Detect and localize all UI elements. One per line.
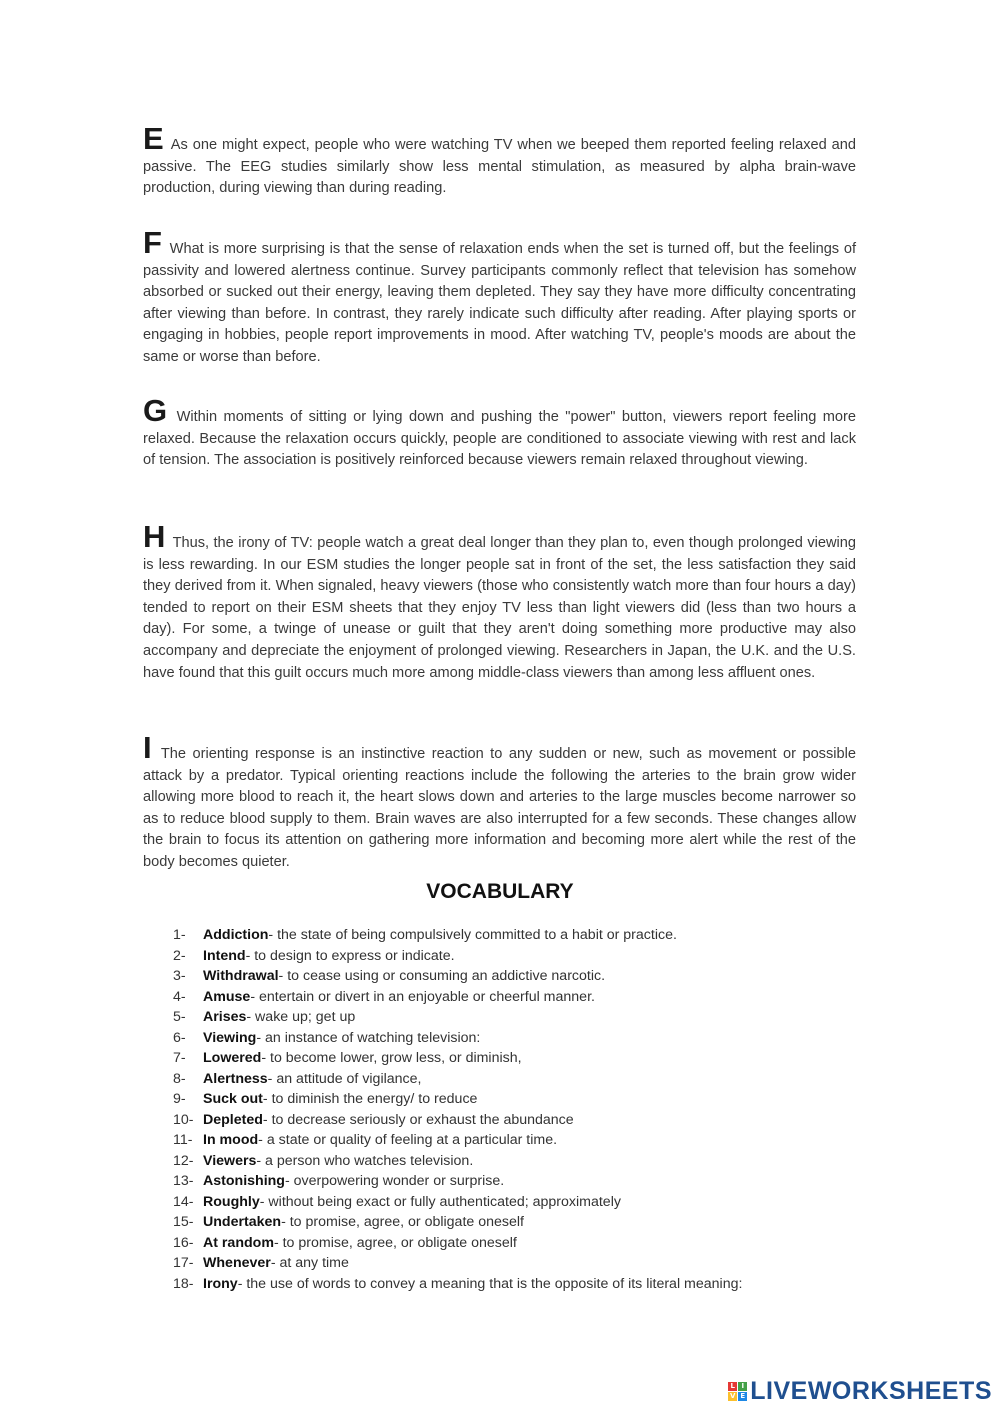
vocabulary-list (173, 925, 933, 1294)
vocabulary-term: Amuse (203, 988, 251, 1005)
paragraph-h (143, 519, 856, 684)
paragraph-text: The orienting response is an instinctive reaction to any sudden or new, such as movement or possible attack by a predator. Typical orienting reactions include the following the arteries to the brain grow wider allowing more blood to reach it, the heart slows down and arteries to the large muscles become narrower so as to reduce blood supply to them. Brain waves are also interrupted for a few seconds. These changes allow the brain to focus its attention on gathering more information and becoming more alert while the rest of the body becomes quieter. (143, 746, 856, 870)
vocabulary-definition: - without being exact or fully authenticated; approximately (259, 1193, 621, 1210)
logo-mark-letter: L (728, 1382, 737, 1391)
vocabulary-number: 9- (173, 1091, 186, 1107)
vocabulary-definition: - to decrease seriously or exhaust the abundance (262, 1111, 574, 1128)
vocabulary-definition: - entertain or divert in an enjoyable or cheerful manner. (250, 988, 595, 1005)
vocabulary-term: Roughly (203, 1193, 260, 1210)
vocabulary-definition: - a state or quality of feeling at a particular time. (258, 1132, 558, 1148)
vocabulary-item (173, 1151, 933, 1172)
vocabulary-term: Irony (203, 1275, 238, 1292)
vocabulary-item (173, 1130, 933, 1151)
paragraph-letter: H (143, 519, 166, 554)
vocabulary-term: Viewers (203, 1152, 257, 1169)
vocabulary-item (173, 1110, 933, 1131)
vocabulary-term: Depleted (203, 1111, 263, 1128)
vocabulary-number: 17- (173, 1255, 194, 1271)
vocabulary-number: 13- (173, 1173, 194, 1189)
vocabulary-number: 12- (173, 1152, 194, 1169)
vocabulary-definition: - to become lower, grow less, or diminish, (261, 1050, 522, 1066)
vocabulary-item (173, 987, 933, 1008)
vocabulary-definition: - to design to express or indicate. (245, 947, 455, 964)
vocabulary-definition: - to cease using or consuming an addictive narcotic. (278, 968, 606, 984)
vocabulary-number: 10- (173, 1111, 194, 1128)
paragraph-g (143, 393, 856, 472)
paragraph-e (143, 121, 856, 200)
vocabulary-term: Lowered (203, 1050, 262, 1066)
vocabulary-term: Arises (203, 1009, 247, 1025)
vocabulary-definition: - the state of being compulsively committed to a habit or practice. (268, 927, 677, 943)
vocabulary-definition: - an attitude of vigilance, (267, 1070, 422, 1087)
vocabulary-term: Alertness (203, 1070, 268, 1087)
vocabulary-item (173, 925, 933, 946)
vocabulary-definition: - the use of words to convey a meaning that is the opposite of its literal meaning: (237, 1275, 743, 1292)
vocabulary-definition: - a person who watches television. (256, 1152, 474, 1169)
vocabulary-number: 2- (173, 947, 186, 964)
vocabulary-definition: - at any time (270, 1255, 349, 1271)
vocabulary-term: Astonishing (203, 1173, 285, 1189)
vocabulary-definition: - to diminish the energy/ to reduce (262, 1091, 478, 1107)
vocabulary-item (173, 1274, 933, 1295)
vocabulary-definition: - to promise, agree, or obligate oneself (273, 1234, 517, 1251)
vocabulary-item (173, 1192, 933, 1213)
vocabulary-item (173, 1253, 933, 1274)
vocabulary-item (173, 1007, 933, 1028)
vocabulary-definition: - overpowering wonder or surprise. (284, 1173, 505, 1189)
vocabulary-number: 14- (173, 1193, 194, 1210)
logo-text: LIVEWORKSHEETS (750, 1376, 992, 1405)
vocabulary-number: 3- (173, 968, 186, 984)
vocabulary-term: At random (203, 1234, 274, 1251)
vocabulary-number: 6- (173, 1029, 186, 1046)
paragraph-text: As one might expect, people who were watching TV when we beeped them reported feeling relaxed and passive. The EEG studies similarly show less mental stimulation, as measured by alpha brain-wave production, during viewing than during reading. (143, 137, 856, 197)
vocabulary-number: 1- (173, 927, 186, 943)
logo-mark-letter: I (738, 1382, 747, 1391)
paragraph-i (143, 730, 856, 874)
vocabulary-item (173, 1171, 933, 1192)
vocabulary-term: Withdrawal (203, 968, 279, 984)
vocabulary-item (173, 1069, 933, 1090)
vocabulary-number: 7- (173, 1050, 186, 1066)
vocabulary-term: In mood (203, 1132, 259, 1148)
liveworksheets-logo (728, 1377, 992, 1405)
vocabulary-item (173, 1048, 933, 1069)
vocabulary-number: 16- (173, 1234, 194, 1251)
paragraph-letter: I (143, 730, 152, 765)
vocabulary-number: 11- (173, 1132, 193, 1148)
vocabulary-item (173, 1089, 933, 1110)
logo-mark-letter: V (730, 1391, 736, 1400)
vocabulary-term: Viewing (203, 1029, 257, 1046)
paragraph-letter: E (143, 121, 164, 156)
vocabulary-item (173, 1212, 933, 1233)
paragraph-letter: F (143, 225, 162, 260)
vocabulary-term: Addiction (203, 927, 269, 943)
vocabulary-title: VOCABULARY (426, 880, 574, 903)
logo-mark-letter: E (738, 1392, 747, 1401)
paragraph-text: Within moments of sitting or lying down and pushing the "power" button, viewers report feeling more relaxed. Because the relaxation occurs quickly, people are conditioned to associate viewing with rest and lack of tension. The association is positively reinforced because viewers remain relaxed throughout viewing. (143, 409, 856, 469)
paragraph-text: What is more surprising is that the sense of relaxation ends when the set is turned off, but the feelings of passivity and lowered alertness continue. Survey participants commonly reflect that television has somehow absorbed or sucked out their energy, leaving them depleted. They say they have more difficulty concentrating after viewing than before. In contrast, they rarely indicate such difficulty after reading. After playing sports or engaging in hobbies, people report improvements in mood. After watching TV, people's moods are about the same or worse than before. (143, 241, 856, 365)
vocabulary-number: 18- (173, 1275, 194, 1292)
vocabulary-term: Undertaken (203, 1214, 282, 1230)
paragraph-f (143, 225, 856, 369)
vocabulary-item (173, 966, 933, 987)
vocabulary-number: 5- (173, 1009, 186, 1025)
logo-mark-icon (728, 1382, 747, 1401)
vocabulary-definition: - to promise, agree, or obligate oneself (281, 1214, 524, 1230)
paragraph-letter: G (143, 393, 168, 428)
vocabulary-number: 8- (173, 1070, 186, 1087)
vocabulary-item (173, 1028, 933, 1049)
vocabulary-number: 15- (173, 1214, 194, 1230)
vocabulary-definition: - wake up; get up (246, 1009, 356, 1025)
vocabulary-number: 4- (173, 988, 186, 1005)
paragraph-text: Thus, the irony of TV: people watch a great deal longer than they plan to, even though prolonged viewing is less rewarding. In our ESM studies the longer people sat in front of the set, the less satisfaction they said they derived from it. When signaled, heavy viewers (those who consistently watch more than four hours a day) tended to report on their ESM sheets that they enjoy TV less than light viewers did (less than two hours a day). For some, a twinge of unease or guilt that they aren't doing something more productive may also accompany and depreciate the enjoyment of prolonged viewing. Researchers in Japan, the U.K. and the U.S. have found that this guilt occurs much more among middle-class viewers than among less affluent ones. (143, 535, 856, 681)
vocabulary-term: Whenever (203, 1255, 271, 1271)
vocabulary-item (173, 946, 933, 967)
vocabulary-definition: - an instance of watching television: (256, 1029, 481, 1046)
vocabulary-item (173, 1233, 933, 1254)
vocabulary-term: Suck out (203, 1091, 263, 1107)
vocabulary-term: Intend (203, 947, 246, 964)
